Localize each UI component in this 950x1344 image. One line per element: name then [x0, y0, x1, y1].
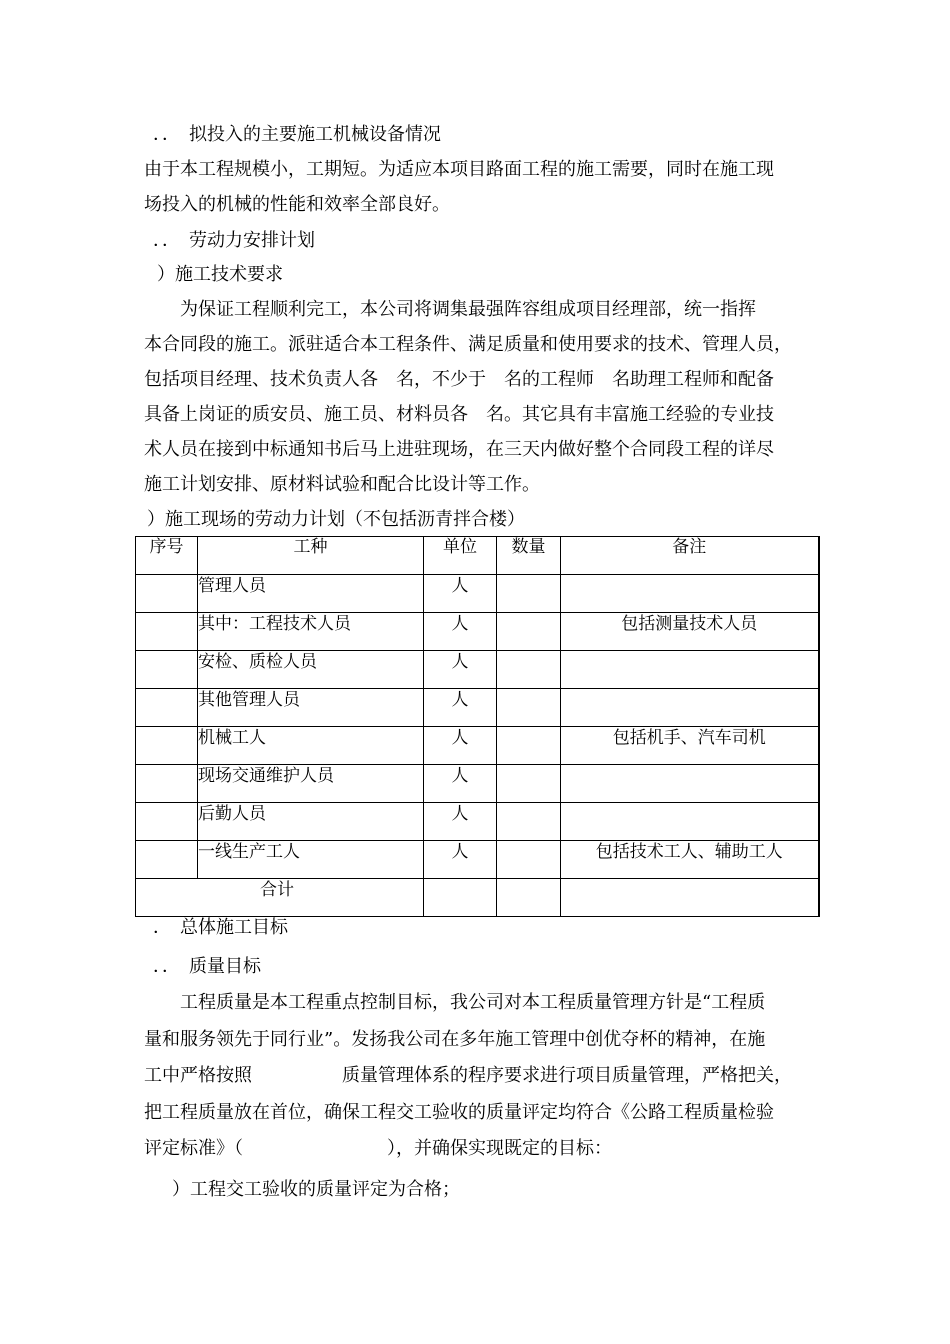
cell-seq — [136, 841, 198, 879]
paragraph-line: 量和服务领先于同行业”。发扬我公司在多年施工管理中创优夺杯的精神，在施 — [144, 1029, 766, 1050]
cell-seq — [136, 575, 198, 613]
cell-unit: 人 — [424, 727, 497, 765]
table-row — [136, 765, 819, 803]
paragraph-line: 具备上岗证的质安员、施工员、材料员各 名。其它具有丰富施工经验的专业技 — [144, 404, 774, 425]
cell-unit: 人 — [424, 841, 497, 879]
paragraph-line: 包括项目经理、技术负责人各 名，不少于 名的工程师 名助理工程师和配备 — [144, 369, 774, 390]
cell-total-note — [561, 879, 819, 917]
cell-note — [561, 765, 819, 803]
cell-qty — [497, 841, 561, 879]
table-total-row — [136, 879, 819, 917]
section-heading-goals: ． 总体施工目标 — [153, 917, 288, 938]
cell-qty — [497, 575, 561, 613]
header-qty: 数量 — [497, 537, 561, 575]
section-heading-machinery: ．． 拟投入的主要施工机械设备情况 — [153, 124, 441, 145]
list-item-quality: ）工程交工验收的质量评定为合格； — [172, 1179, 460, 1200]
cell-qty — [497, 765, 561, 803]
cell-type: 其中：工程技术人员 — [198, 613, 424, 651]
table-row — [136, 803, 819, 841]
header-seq: 序号 — [136, 537, 198, 575]
cell-unit: 人 — [424, 613, 497, 651]
cell-seq — [136, 651, 198, 689]
cell-seq — [136, 613, 198, 651]
header-note: 备注 — [561, 537, 819, 575]
table-row — [136, 841, 819, 879]
cell-seq — [136, 765, 198, 803]
paragraph-line: 施工计划安排、原材料试验和配合比设计等工作。 — [144, 474, 540, 495]
cell-unit: 人 — [424, 803, 497, 841]
cell-note — [561, 575, 819, 613]
cell-type: 管理人员 — [198, 575, 424, 613]
cell-note — [561, 689, 819, 727]
cell-unit: 人 — [424, 689, 497, 727]
subheading-labor-plan: ）施工现场的劳动力计划（不包括沥青拌合楼） — [147, 509, 525, 530]
table-header-row — [136, 537, 819, 575]
paragraph-line: 本合同段的施工。派驻适合本工程条件、满足质量和使用要求的技术、管理人员， — [144, 334, 792, 355]
cell-qty — [497, 727, 561, 765]
cell-note — [561, 651, 819, 689]
cell-seq — [136, 803, 198, 841]
cell-type: 现场交通维护人员 — [198, 765, 424, 803]
paragraph-line: 为保证工程顺利完工，本公司将调集最强阵容组成项目经理部，统一指挥 — [144, 299, 756, 320]
cell-note: 包括机手、汽车司机 — [561, 727, 819, 765]
cell-type: 其他管理人员 — [198, 689, 424, 727]
cell-type: 安检、质检人员 — [198, 651, 424, 689]
cell-seq — [136, 689, 198, 727]
cell-unit: 人 — [424, 575, 497, 613]
cell-total-unit — [424, 879, 497, 917]
header-unit: 单位 — [424, 537, 497, 575]
cell-note: 包括测量技术人员 — [561, 613, 819, 651]
cell-qty — [497, 613, 561, 651]
cell-seq — [136, 727, 198, 765]
cell-type: 一线生产工人 — [198, 841, 424, 879]
labor-plan-table — [135, 536, 820, 917]
table-row — [136, 689, 819, 727]
paragraph-line: 工中严格按照 质量管理体系的程序要求进行项目质量管理，严格把关， — [144, 1065, 792, 1086]
subheading-tech-requirements: ）施工技术要求 — [157, 264, 283, 285]
cell-type: 机械工人 — [198, 727, 424, 765]
paragraph-line: 场投入的机械的性能和效率全部良好。 — [144, 194, 450, 215]
header-type: 工种 — [198, 537, 424, 575]
cell-note — [561, 803, 819, 841]
cell-total-label: 合计 — [136, 879, 424, 917]
cell-note: 包括技术工人、辅助工人 — [561, 841, 819, 879]
cell-type: 后勤人员 — [198, 803, 424, 841]
paragraph-line: 术人员在接到中标通知书后马上进驻现场，在三天内做好整个合同段工程的详尽 — [144, 439, 774, 460]
table-row — [136, 727, 819, 765]
cell-unit: 人 — [424, 765, 497, 803]
cell-qty — [497, 651, 561, 689]
cell-total-qty — [497, 879, 561, 917]
paragraph-line: 由于本工程规模小，工期短。为适应本项目路面工程的施工需要，同时在施工现 — [144, 159, 774, 180]
paragraph-line: 评定标准》（ ），并确保实现既定的目标： — [144, 1138, 612, 1159]
cell-qty — [497, 803, 561, 841]
table-row — [136, 575, 819, 613]
section-heading-labor: ．． 劳动力安排计划 — [153, 230, 315, 251]
subheading-quality-goal: ．． 质量目标 — [153, 956, 261, 977]
table-row — [136, 651, 819, 689]
cell-unit: 人 — [424, 651, 497, 689]
table-row — [136, 613, 819, 651]
paragraph-line: 把工程质量放在首位，确保工程交工验收的质量评定均符合《公路工程质量检验 — [144, 1102, 774, 1123]
paragraph-line: 工程质量是本工程重点控制目标，我公司对本工程质量管理方针是“工程质 — [144, 992, 766, 1013]
cell-qty — [497, 689, 561, 727]
